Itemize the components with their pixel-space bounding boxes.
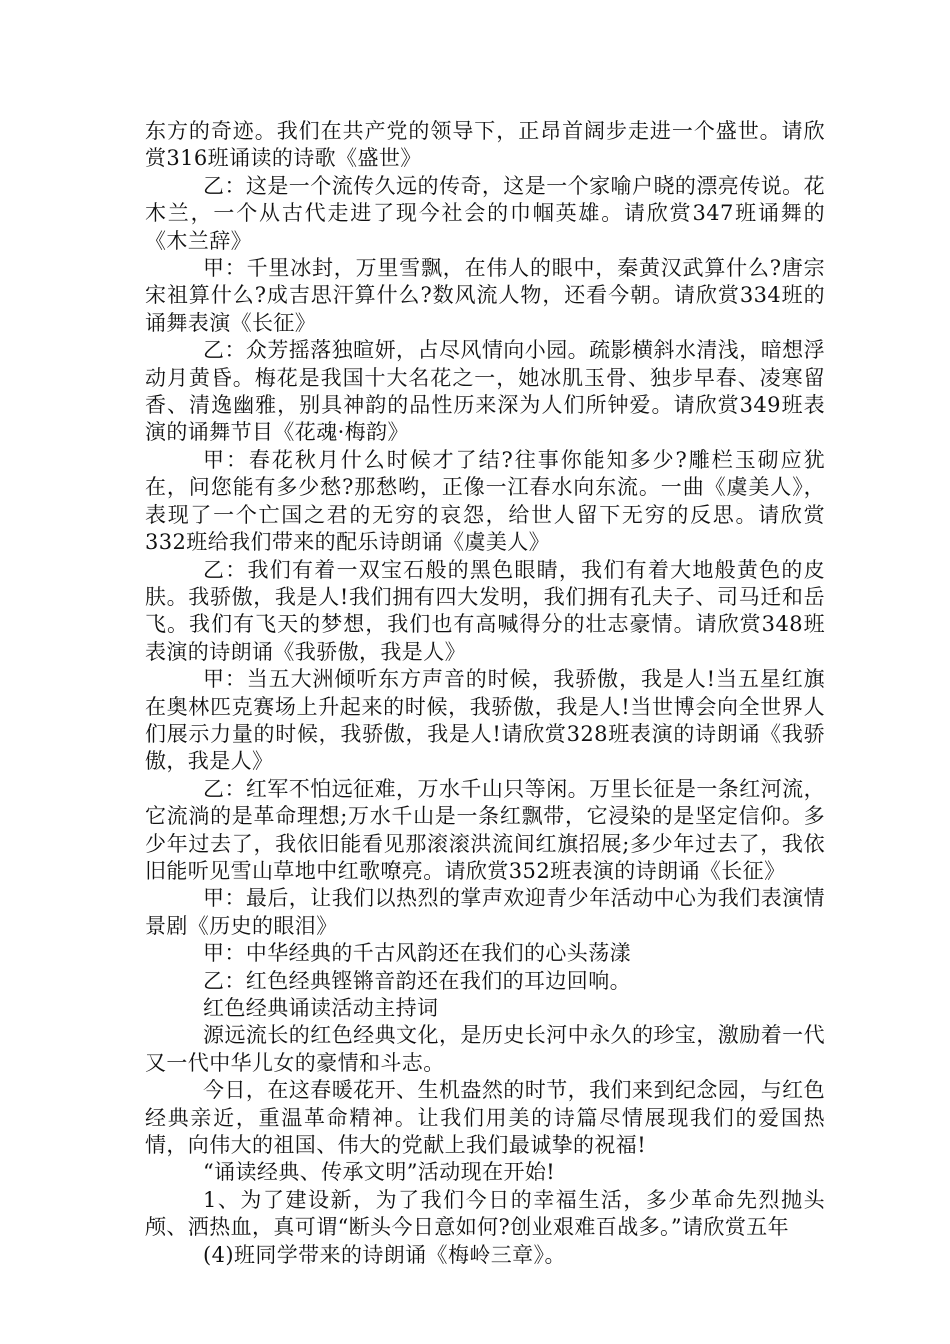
paragraph-17: (4)班同学带来的诗朗诵《梅岭三章》。 [203,1242,566,1267]
paragraph-1: 东方的奇迹。我们在共产党的领导下，正昂首阔步走进一个盛世。请欣赏316班诵读的诗歌《盛世》 [145,119,825,171]
paragraph-7: 甲：当五大洲倾听东方声音的时候，我骄傲，我是人!当五星红旗在奥林匹克赛场上升起来的时候，我骄傲，我是人!当世博会向全世界人们展示力量的时候，我骄傲，我是人!请欣赏328班表演的诗朗诵《我骄傲，我是人》 [145,667,825,774]
paragraph-3: 甲：千里冰封，万里雪飘，在伟人的眼中，秦黄汉武算什么?唐宗宋祖算什么?成吉思汗算什么?数风流人物，还看今朝。请欣赏334班的诵舞表演《长征》 [145,256,825,335]
paragraph-6: 乙：我们有着一双宝石般的黑色眼睛，我们有着大地般黄色的皮肤。我骄傲，我是人!我们拥有四大发明，我们拥有孔夫子、司马迁和岳飞。我们有飞天的梦想，我们也有高喊得分的壮志豪情。请欣赏348班表演的诗朗诵《我骄傲，我是人》 [145,557,825,664]
paragraph-11: 乙：红色经典铿锵音韵还在我们的耳边回响。 [203,968,631,993]
paragraph-10: 甲：中华经典的千古风韵还在我们的心头荡漾 [203,941,631,966]
paragraph-8: 乙：红军不怕远征难，万水千山只等闲。万里长征是一条红河流，它流淌的是革命理想;万水千山是一条红飘带，它浸染的是坚定信仰。多少年过去了，我依旧能看见那滚滚洪流间红旗招展;多少年过去了，我依旧能听见雪山草地中红歌嘹亮。请欣赏352班表演的诗朗诵《长征》 [145,776,825,883]
document-body [145,118,825,1269]
paragraph-15: “诵读经典、传承文明”活动现在开始! [203,1160,556,1185]
paragraph-16: 1、为了建设新，为了我们今日的幸福生活，多少革命先烈抛头颅、洒热血，真可谓“断头今日意如何?创业艰难百战多。”请欣赏五年 [145,1187,825,1240]
paragraph-14: 今日，在这春暖花开、生机盎然的时节，我们来到纪念园，与红色经典亲近，重温革命精神。让我们用美的诗篇尽情展现我们的爱国热情，向伟大的祖国、伟大的党献上我们最诚挚的祝福! [145,1078,825,1158]
paragraph-4: 乙：众芳摇落独暄妍，占尽风情向小园。疏影横斜水清浅，暗想浮动月黄昏。梅花是我国十大名花之一，她冰肌玉骨、独步早春、凌寒留香、清逸幽雅，别具神韵的品性历来深为人们所钟爱。请欣赏349班表演的诵舞节目《花魂·梅韵》 [145,338,825,445]
paragraph-9: 甲：最后，让我们以热烈的掌声欢迎青少年活动中心为我们表演情景剧《历史的眼泪》 [145,886,825,938]
section-heading: 红色经典诵读活动主持词 [203,996,439,1020]
paragraph-2: 乙：这是一个流传久远的传奇，这是一个家喻户晓的漂亮传说。花木兰，一个从古代走进了现今社会的巾帼英雄。请欣赏347班诵舞的《木兰辞》 [145,173,825,253]
paragraph-5: 甲：春花秋月什么时候才了结?往事你能知多少?雕栏玉砌应犹在，问您能有多少愁?那愁哟，正像一江春水向东流。一曲《虞美人》，表现了一个亡国之君的无穷的哀怨，给世人留下无穷的反思。请欣赏332班给我们带来的配乐诗朗诵《虞美人》 [145,447,825,555]
paragraph-13: 源远流长的红色经典文化，是历史长河中永久的珍宝，激励着一代又一代中华儿女的豪情和斗志。 [145,1023,825,1075]
